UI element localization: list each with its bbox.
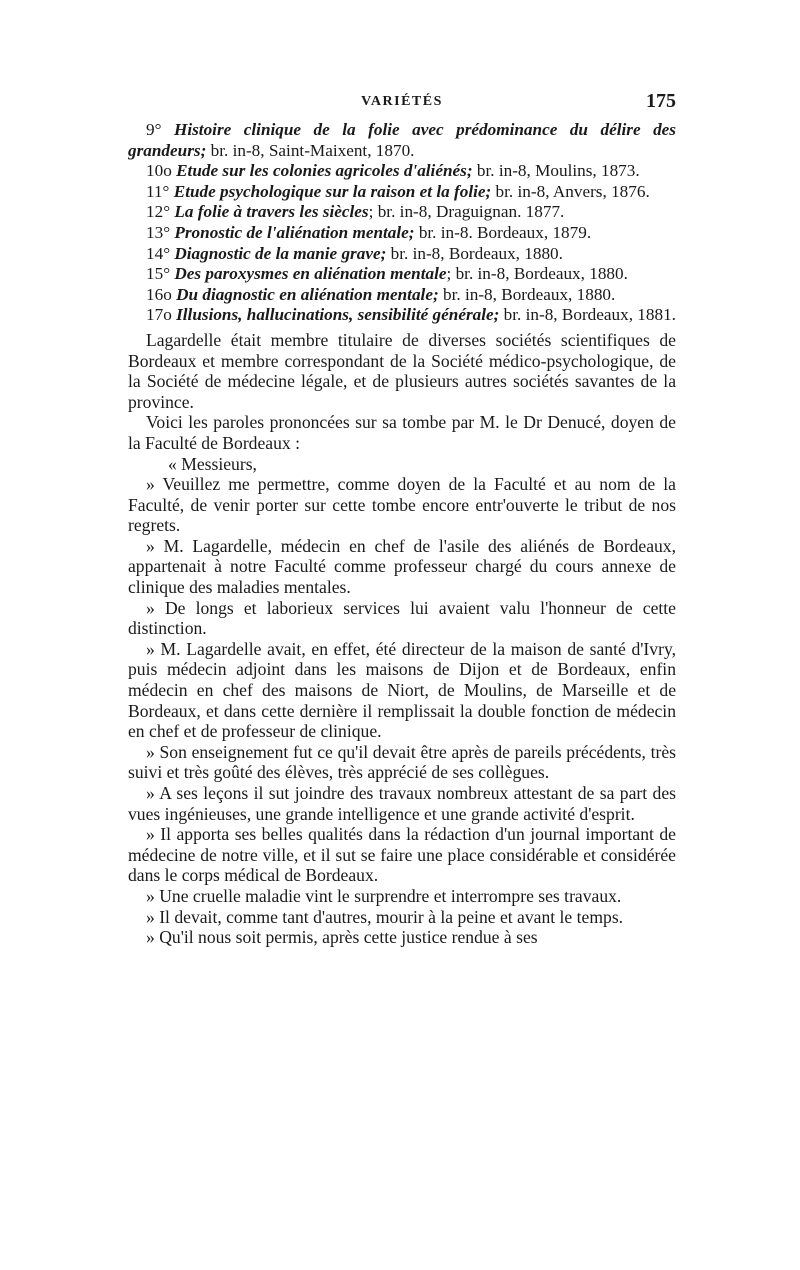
entry-details: br. in-8, Bordeaux, 1880. [438,284,616,304]
paragraph-medecin-chef: » M. Lagardelle, médecin en chef de l'asile des aliénés de Bordeaux, appartenait à notre Faculté comme professeur chargé du cours annexe de clinique des maladies mentales. [128,535,676,598]
paragraph-veuillez: » Veuillez me permettre, comme doyen de la Faculté et au nom de la Faculté, de venir porter sur cette tombe encore entr'ouverte le tribut de nos regrets. [128,474,676,536]
bibliography-entry [128,264,676,285]
running-title: VARIÉTÉS [361,94,443,109]
entry-number: 13° [146,222,171,242]
bibliography-entry [128,305,676,326]
entry-title: Etude psychologique sur la raison et la folie; [173,181,492,201]
entry-number: 12° [146,202,171,222]
bibliography-entry [128,244,676,265]
entry-details: ; br. in-8, Bordeaux, 1880. [446,264,628,284]
entry-number: 11° [146,181,170,201]
entry-number: 15° [146,264,171,284]
entry-title: Illusions, hallucinations, sensibilité générale; [176,305,500,325]
page-number: 175 [646,90,676,112]
entry-details: ; br. in-8, Draguignan. 1877. [368,202,565,222]
bibliography-entry [128,202,676,223]
entry-details: br. in-8, Moulins, 1873. [472,161,640,181]
entry-number: 17o [146,305,172,325]
entry-title: Diagnostic de la manie grave; [174,243,387,263]
paragraph-salutation: « Messieurs, [168,453,257,474]
paragraph-maladie: » Une cruelle maladie vint le surprendre et interrompre ses travaux. [146,885,622,906]
paragraph-enseignement: » Son enseignement fut ce qu'il devait être après de pareils précédents, très suivi et très goûté des élèves, très apprécié de ses collègues. [128,741,676,783]
paragraph-membership: Lagardelle était membre titulaire de diverses sociétés scientifiques de Bordeaux et membre correspondant de la Société médico-psychologique, de la Société de médecine légale, et de plusieurs autres sociétés savantes de la province. [128,329,676,412]
entry-details: br. in-8, Bordeaux, 1880. [386,243,563,263]
article-body [128,330,676,948]
entry-number: 9° [146,120,162,139]
paragraph-carriere: » M. Lagardelle avait, en effet, été directeur de la maison de santé d'Ivry, puis médecin adjoint dans les maisons de Dijon et de Bordeaux, enfin médecin en chef des maisons de Niort, de Moulins, de Marseille et de Bordeaux, et dans cette dernière il remplissait la double fonction de médecin en chef et de professeur de clinique. [128,638,676,742]
entry-title: La folie à travers les siècles [174,202,369,222]
paragraph-eulogy-intro: Voici les paroles prononcées sur sa tombe par M. le Dr Denucé, doyen de la Faculté de Bordeaux : [128,412,676,453]
entry-title: Du diagnostic en aliénation mentale; [176,284,439,304]
paragraph-services: » De longs et laborieux services lui avaient valu l'honneur de cette distinction. [128,597,676,639]
bibliography-entry [128,161,676,182]
entry-title: Des paroxysmes en aliénation mentale [174,264,447,284]
entry-details: br. in-8, Anvers, 1876. [491,181,650,201]
bibliography-list [128,120,676,326]
paragraph-justice: » Qu'il nous soit permis, après cette justice rendue à ses [146,927,538,948]
bibliography-entry [128,182,676,203]
entry-title: Pronostic de l'aliénation mentale; [174,222,415,242]
entry-title: Etude sur les colonies agricoles d'aliénés; [176,161,473,181]
bibliography-entry [128,223,676,244]
running-head [128,90,676,120]
entry-details: br. in-8. Bordeaux, 1879. [414,222,592,242]
paragraph-mourir: » Il devait, comme tant d'autres, mourir à la peine et avant le temps. [146,906,624,927]
paragraph-lecons: » A ses leçons il sut joindre des travaux nombreux attestant de sa part des vues ingénieuses, une grande intelligence et une grande activité d'esprit. [128,783,676,824]
entry-number: 10o [146,161,172,181]
bibliography-entry [128,120,676,161]
book-page [128,90,676,1250]
entry-details: br. in-8, Saint-Maixent, 1870. [206,140,415,160]
entry-number: 16o [146,284,172,304]
entry-title: Histoire clinique de la folie avec prédominance du délire des grandeurs; [128,120,676,160]
bibliography-entry [128,285,676,306]
entry-details: br. in-8, Bordeaux, 1881. [499,305,676,325]
entry-number: 14° [146,243,171,263]
paragraph-journal: » Il apporta ses belles qualités dans la rédaction d'un journal important de médecine de notre ville, et il sut se faire une place considérable et considérée dans le corps médical de Bordeaux. [128,824,676,886]
